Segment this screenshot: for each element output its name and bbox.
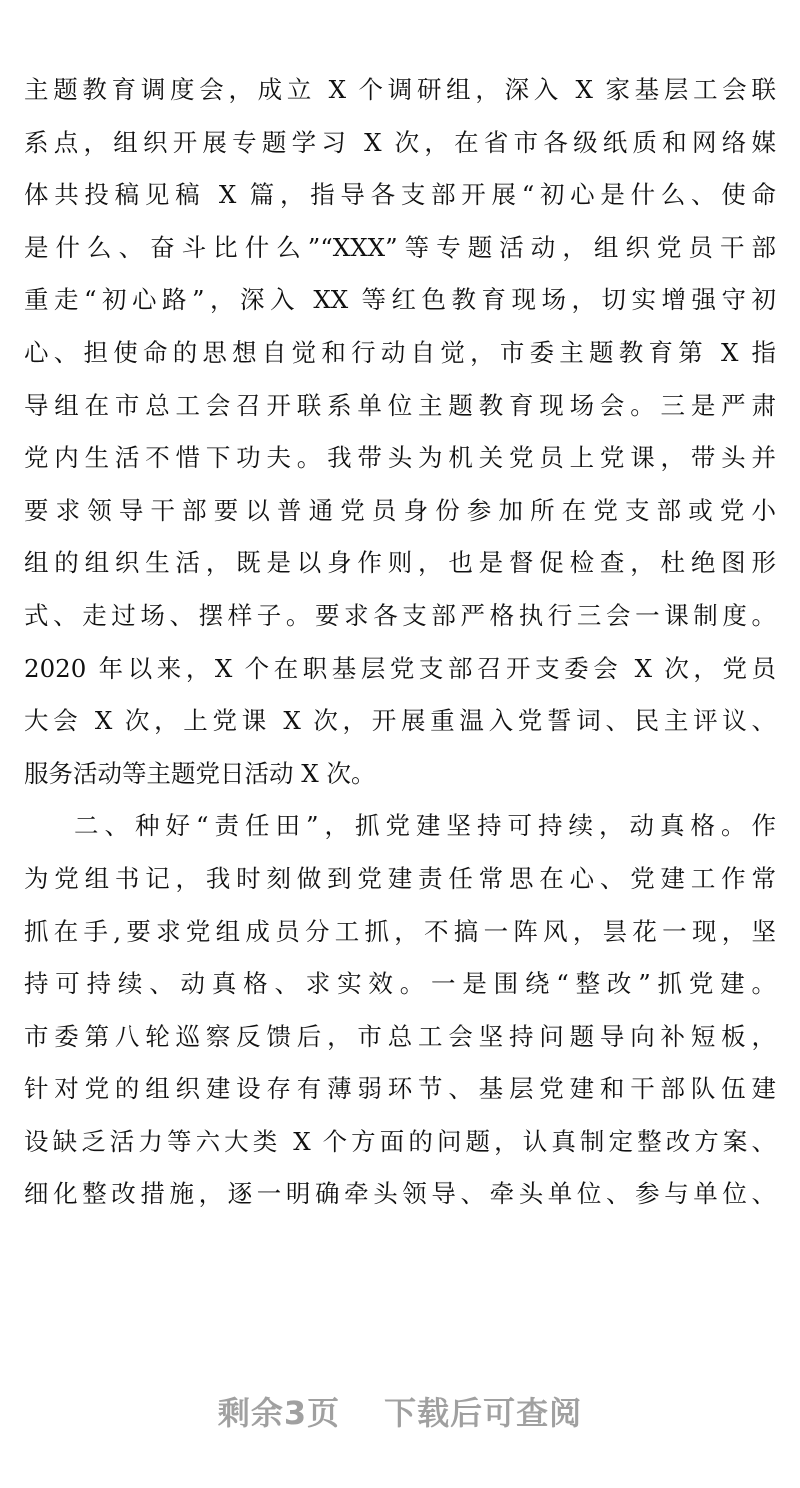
text-line: 2020 年以来，X 个在职基层党支部召开支委会 X 次，党员 bbox=[24, 653, 776, 683]
text-line: 是什么、奋斗比什么”“XXX”等专题活动，组织党员干部 bbox=[24, 232, 776, 262]
text-line: 大会 X 次，上党课 X 次，开展重温入党誓词、民主评议、 bbox=[24, 706, 776, 736]
text-line: 主题教育调度会，成立 X 个调研组，深入 X 家基层工会联 bbox=[24, 75, 776, 104]
text-line: 重走“初心路”，深入 XX 等红色教育现场，切实增强守初 bbox=[24, 285, 776, 315]
text-line: 组的组织生活，既是以身作则，也是督促检查，杜绝图形 bbox=[24, 548, 776, 578]
text-line: 细化整改措施，逐一明确牵头领导、牵头单位、参与单位、 bbox=[24, 1179, 776, 1209]
download-to-view-label: 下载后可查阅 bbox=[384, 1394, 583, 1432]
text-line: 党内生活不惜下功夫。我带头为机关党员上党课，带头并 bbox=[24, 443, 776, 473]
text-line: 系点，组织开展专题学习 X 次，在省市各级纸质和网络媒 bbox=[24, 127, 776, 157]
document-body bbox=[24, 64, 776, 1221]
text-line: 二、种好“责任田”，抓党建坚持可持续，动真格。作 bbox=[74, 811, 776, 841]
remaining-pages-notice[interactable] bbox=[0, 1388, 800, 1434]
text-line: 持可持续、动真格、求实效。一是围绕“整改”抓党建。 bbox=[24, 969, 776, 999]
text-line: 导组在市总工会召开联系单位主题教育现场会。三是严肃 bbox=[24, 390, 776, 420]
text-line: 体共投稿见稿 X 篇，指导各支部开展“初心是什么、使命 bbox=[24, 180, 776, 210]
remaining-pages-label: 剩余3页 bbox=[217, 1394, 341, 1432]
text-line: 抓在手,要求党组成员分工抓，不搞一阵风，昙花一现，坚 bbox=[24, 916, 776, 946]
text-line: 要求领导干部要以普通党员身份参加所在党支部或党小 bbox=[24, 495, 776, 525]
text-line: 针对党的组织建设存有薄弱环节、基层党建和干部队伍建 bbox=[24, 1074, 776, 1104]
text-line: 服务活动等主题党日活动 X 次。 bbox=[24, 758, 376, 788]
text-line: 为党组书记，我时刻做到党建责任常思在心、党建工作常 bbox=[24, 863, 776, 893]
text-line: 设缺乏活力等六大类 X 个方面的问题，认真制定整改方案、 bbox=[24, 1126, 776, 1156]
text-line: 市委第八轮巡察反馈后，市总工会坚持问题导向补短板， bbox=[24, 1021, 776, 1051]
text-line: 心、担使命的思想自觉和行动自觉，市委主题教育第 X 指 bbox=[24, 337, 776, 367]
text-line: 式、走过场、摆样子。要求各支部严格执行三会一课制度。 bbox=[24, 600, 776, 630]
